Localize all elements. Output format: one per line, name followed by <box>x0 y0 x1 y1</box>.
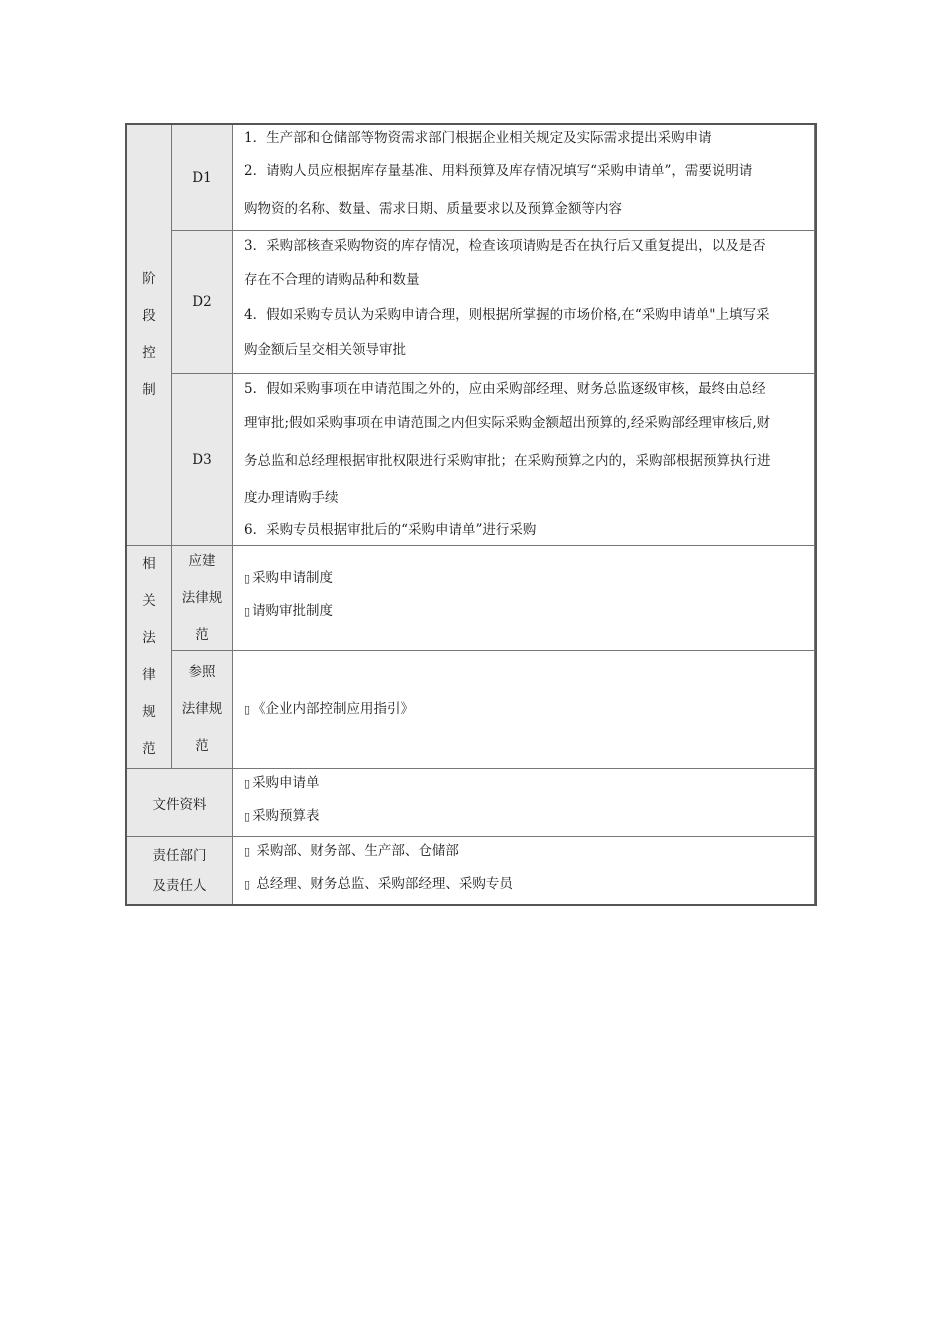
content-line: 理审批;假如采购事项在申请范围之内但实际采购金额超出预算的,经采购部经理审核后,财 <box>244 415 771 431</box>
responsibility-label <box>127 837 233 904</box>
reference-content <box>233 651 815 769</box>
bullet-icon: ▯ <box>244 810 251 823</box>
reference-label-line: 范 <box>195 738 209 754</box>
documents-content <box>233 769 815 837</box>
content-line: 4．假如采购专员认为采购申请合理，则根据所掌握的市场价格,在“采购申请单"上填写采 <box>244 307 770 323</box>
stage-control-char: 阶 <box>142 271 156 287</box>
bullet-icon: ▯ <box>244 845 251 858</box>
content-line: 3．采购部核查采购物资的库存情况，检查该项请购是否在执行后又重复提出，以及是否 <box>244 238 766 254</box>
list-item <box>244 691 414 728</box>
content-line: 存在不合理的请购品种和数量 <box>244 272 420 288</box>
stage-control-char: 制 <box>142 382 156 398</box>
list-item <box>244 866 806 903</box>
bullet-icon: ▯ <box>244 605 251 618</box>
should-build-label-line: 应建 <box>188 552 216 569</box>
document-table <box>125 123 817 906</box>
bullet-icon: ▯ <box>244 703 251 716</box>
list-item-text: 总经理、财务总监、采购部经理、采购专员 <box>252 876 513 892</box>
reference-label <box>172 651 233 769</box>
responsibility-label-line: 及责任人 <box>152 877 207 894</box>
responsibility-content <box>233 837 815 904</box>
content-line: 购金额后呈交相关领导审批 <box>244 342 406 358</box>
list-item-text: 采购申请单 <box>252 775 320 791</box>
list-item <box>244 798 806 835</box>
bullet-icon: ▯ <box>244 777 251 790</box>
list-item <box>244 562 806 595</box>
stage-id-text: D2 <box>192 294 212 310</box>
list-item <box>244 769 806 798</box>
regulations-char: 规 <box>142 704 156 720</box>
stage-content-d3 <box>233 374 815 546</box>
stage-id-text: D1 <box>192 169 212 186</box>
should-build-content <box>233 546 815 651</box>
stage-id-text: D3 <box>192 451 212 468</box>
stage-content-d1 <box>233 125 815 231</box>
stage-id-d1 <box>172 125 233 231</box>
stage-control-char: 段 <box>142 308 156 324</box>
content-line: 1．生产部和仓储部等物资需求部门根据企业相关规定及实际需求提出采购申请 <box>244 130 712 146</box>
content-line: 度办理请购手续 <box>244 490 339 506</box>
regulations-char: 关 <box>142 593 156 609</box>
documents-label <box>127 769 233 837</box>
regulations-char: 范 <box>142 741 156 757</box>
should-build-label <box>172 546 233 651</box>
responsibility-label-line: 责任部门 <box>152 847 207 864</box>
list-item-text: 采购申请制度 <box>252 570 334 586</box>
regulations-char: 法 <box>142 630 156 646</box>
list-item <box>244 595 806 628</box>
content-line: 6．采购专员根据审批后的“采购申请单”进行采购 <box>244 522 537 538</box>
list-item <box>244 837 806 866</box>
content-line: 5．假如采购事项在申请范围之外的，应由采购部经理、财务总监逐级审核，最终由总经 <box>244 381 766 397</box>
content-line: 务总监和总经理根据审批权限进行采购审批；在采购预算之内的，采购部根据预算执行进 <box>244 453 771 469</box>
stage-id-d2 <box>172 231 233 374</box>
regulations-char: 律 <box>142 667 156 683</box>
bullet-icon: ▯ <box>244 572 251 585</box>
stage-id-d3 <box>172 374 233 546</box>
reference-label-line: 参照 <box>188 664 216 680</box>
list-item-text: 采购部、财务部、生产部、仓储部 <box>252 843 459 859</box>
regulations-char: 相 <box>142 556 156 572</box>
list-item-text: 《企业内部控制应用指引》 <box>252 701 415 717</box>
should-build-label-line: 范 <box>195 626 209 643</box>
content-line: 2．请购人员应根据库存量基准、用料预算及库存情况填写“采购申请单”，需要说明请 <box>244 163 753 179</box>
documents-label-text: 文件资料 <box>152 796 207 813</box>
stage-content-d2 <box>233 231 815 374</box>
stage-control-char: 控 <box>142 345 156 361</box>
reference-label-line: 法律规 <box>181 701 223 717</box>
list-item-text: 请购审批制度 <box>252 603 334 619</box>
bullet-icon: ▯ <box>244 878 251 891</box>
list-item-text: 采购预算表 <box>252 808 320 824</box>
stage-control-label <box>127 125 172 546</box>
should-build-label-line: 法律规 <box>181 589 223 606</box>
content-line: 购物资的名称、数量、需求日期、质量要求以及预算金额等内容 <box>244 201 622 217</box>
related-regulations-label <box>127 546 172 769</box>
